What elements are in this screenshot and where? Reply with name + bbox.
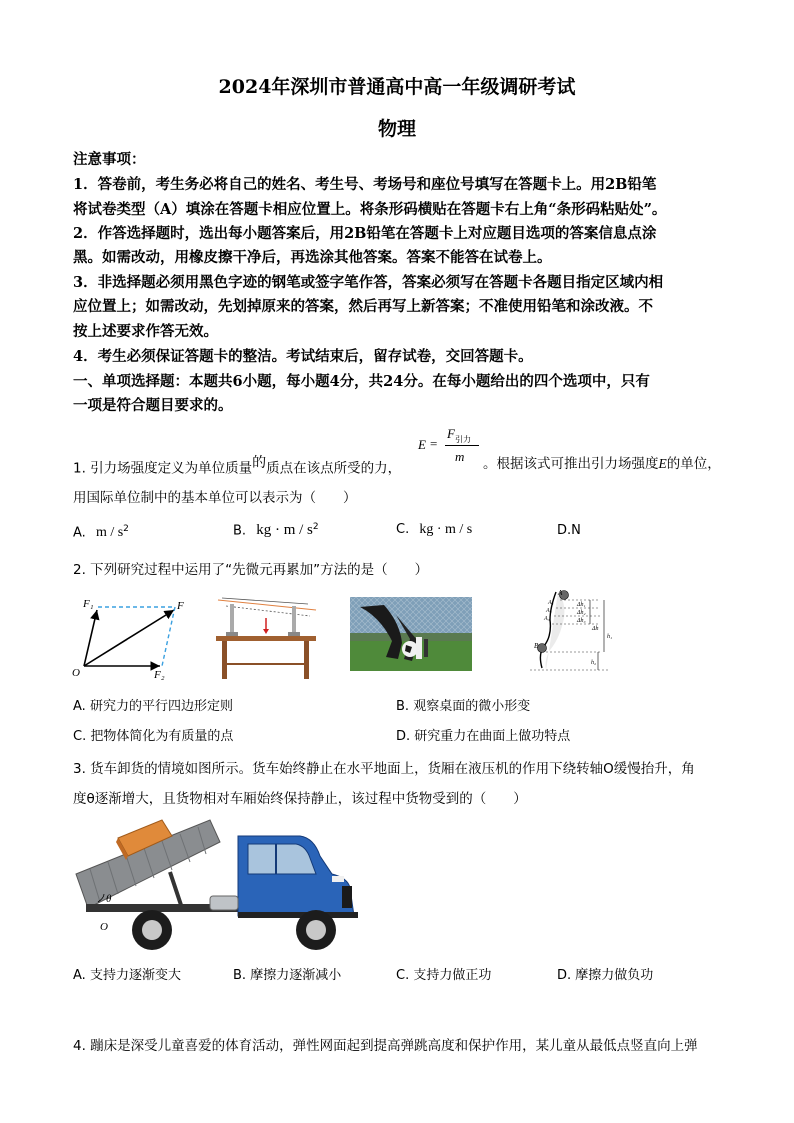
option-letter: B. — [396, 699, 410, 714]
q1-option-b[interactable] — [233, 522, 319, 539]
q1-option-a[interactable] — [73, 524, 129, 541]
label-a: A — [558, 589, 563, 597]
option-letter: D. — [396, 729, 411, 744]
option-text: 研究重力在曲面上做功特点 — [414, 729, 571, 744]
q1-option-c[interactable] — [396, 522, 472, 538]
option-value: m / s — [95, 525, 124, 541]
q1-text-c: 。根据该式可推出引力场强度 — [483, 456, 659, 472]
q3-option-d[interactable] — [557, 964, 653, 983]
label-h1: h₁ — [607, 634, 613, 640]
formula-f: F — [447, 426, 455, 441]
option-text: 观察桌面的微小形变 — [413, 699, 531, 714]
parallelogram-figure — [70, 594, 200, 684]
formula-m: m — [455, 449, 465, 464]
q1-de: 的 — [252, 455, 267, 471]
question-4-line1: 4. 蹦床是深受儿童喜爱的体育活动，弹性网面起到提高弹跳高度和保护作用，某儿童从最低点竖直向上弹 — [73, 1038, 698, 1054]
option-text: 支持力做正功 — [413, 968, 492, 983]
question-3-line1: 3. 货车卸货的情境如图所示。货车始终静止在水平地面上，货厢在液压机的作用下绕转轴O缓慢抬升，角 — [73, 761, 695, 777]
notice-line: 黑。如需改动，用橡皮擦干净后，再选涂其他答案。答案不能答在试卷上。 — [73, 249, 552, 266]
q2-option-a[interactable] — [73, 695, 233, 714]
option-sup: 2 — [312, 522, 319, 532]
option-letter: C. — [396, 522, 410, 537]
option-letter: C. — [396, 968, 410, 983]
q1-text-a: 1. 引力场强度定义为单位质量 — [73, 460, 253, 477]
label-a3: A₃ — [544, 616, 550, 622]
option-letter: A. — [73, 699, 86, 714]
notice-heading: 注意事项： — [73, 151, 146, 168]
label-dh: Δh — [592, 626, 599, 632]
label-dh2: Δh₂ — [577, 610, 586, 616]
fraction-bar — [445, 445, 479, 446]
label-a1: A₁ — [548, 600, 554, 606]
label-f: F — [177, 600, 184, 612]
option-value: N — [571, 523, 581, 538]
notice-line: 3．非选择题必须用黑色字迹的钢笔或签字笔作答，答案必须写在答题卡各题目指定区域内相 — [73, 274, 664, 291]
q2-option-c[interactable] — [73, 725, 233, 744]
formula-subscript: 引力 — [455, 435, 471, 444]
q1-text-b: 质点在该点所受的力， — [266, 460, 402, 477]
exam-title: 2024年深圳市普通高中高一年级调研考试 — [218, 76, 576, 98]
q2-option-d[interactable] — [396, 725, 570, 744]
option-text: 研究力的平行四边形定则 — [89, 699, 233, 714]
option-text: 支持力逐渐变大 — [89, 968, 181, 983]
label-a2: A₂ — [546, 608, 552, 614]
formula-e: E — [418, 437, 426, 452]
q2-option-b[interactable] — [396, 695, 530, 714]
option-letter: B. — [233, 968, 247, 983]
section-heading: 一项是符合题目要求的。 — [73, 397, 233, 414]
option-text: 摩擦力做负功 — [575, 968, 654, 983]
q1-option-d[interactable] — [557, 523, 581, 538]
label-b: B — [534, 642, 539, 650]
notice-line: 将试卷类型（A）填涂在答题卡相应位置上。将条形码横贴在答题卡右上角“条形码粘贴处”。 — [73, 201, 667, 218]
formula-equals: = — [430, 436, 438, 451]
q1-formula — [414, 426, 482, 468]
q3-option-b[interactable] — [233, 964, 341, 983]
curve-work-figure — [520, 588, 630, 674]
option-value: kg · m / s — [256, 522, 313, 539]
section-heading: 一、单项选择题：本题共6小题，每小题4分，共24分。在每小题给出的四个选项中，只有 — [73, 373, 650, 390]
option-value: kg · m / s — [419, 522, 473, 537]
q3-option-a[interactable] — [73, 964, 181, 983]
option-letter: D. — [557, 968, 572, 983]
question-3-line2: 度θ逐渐增大，且货物相对车厢始终保持静止，该过程中货物受到的（ ） — [73, 791, 527, 807]
option-letter: D. — [557, 523, 572, 538]
dump-truck-figure — [70, 812, 370, 956]
q1-text-e: E — [658, 456, 667, 471]
subject-title: 物理 — [377, 118, 416, 140]
option-letter: C. — [73, 729, 87, 744]
option-text: 把物体简化为有质量的点 — [90, 729, 234, 744]
label-dh3: Δh₃ — [577, 618, 586, 624]
label-o: O — [100, 921, 108, 933]
question-1-line2: 用国际单位制中的基本单位可以表示为（ ） — [73, 490, 357, 506]
label-h2: h₂ — [591, 660, 597, 666]
label-o: O — [72, 667, 80, 679]
question-1-text-cont — [483, 452, 721, 472]
label-f2: F₂ — [154, 669, 165, 681]
option-letter: A. — [73, 525, 86, 541]
option-letter: A. — [73, 968, 86, 983]
notice-line: 应位置上；如需改动，先划掉原来的答案，然后再写上新答案；不准使用铅笔和涂改液。不 — [73, 298, 653, 315]
notice-line: 4．考生必须保证答题卡的整洁。考试结束后，留存试卷，交回答题卡。 — [73, 348, 533, 365]
notice-line: 1．答卷前，考生务必将自己的姓名、考生号、考场号和座位号填写在答题卡上。用2B铅笔 — [73, 176, 657, 193]
question-2-text: 2. 下列研究过程中运用了“先微元再累加”方法的是（ ） — [73, 562, 429, 578]
notice-line: 按上述要求作答无效。 — [73, 323, 218, 340]
option-text: 摩擦力逐渐减小 — [250, 968, 342, 983]
label-f1: F₁ — [83, 598, 94, 610]
label-theta: θ — [106, 893, 112, 905]
option-sup: 2 — [123, 524, 129, 534]
q3-option-c[interactable] — [396, 964, 491, 983]
q1-text-d: 的单位， — [666, 456, 721, 472]
football-photo — [350, 597, 472, 671]
question-1-text — [73, 452, 401, 477]
notice-line: 2．作答选择题时，选出每小题答案后，用2B铅笔在答题卡上对应题目选项的答案信息点涂 — [73, 225, 657, 242]
option-letter: B. — [233, 523, 247, 539]
label-dh1: Δh₁ — [577, 602, 586, 608]
table-deformation-figure — [212, 592, 324, 680]
